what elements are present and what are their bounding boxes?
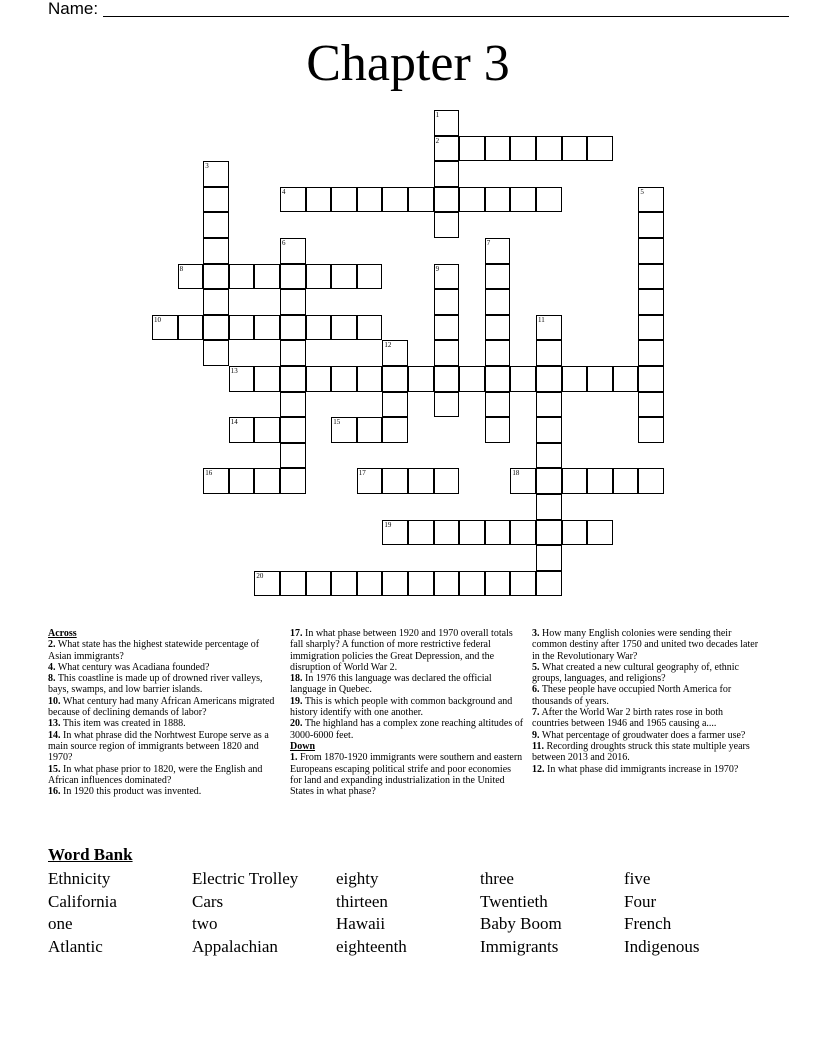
crossword-cell[interactable] <box>510 520 536 546</box>
clue-across-15: 15. In what phase prior to 1820, were the English and African influences dominated? <box>48 763 263 786</box>
crossword-cell[interactable] <box>434 161 460 187</box>
crossword-cell[interactable] <box>434 571 460 597</box>
crossword-cell[interactable] <box>280 238 306 264</box>
crossword-cell[interactable] <box>536 417 562 443</box>
crossword-cell[interactable] <box>536 571 562 597</box>
clue-across-10: 10. What century had many African Americans migrated because of declining demands of labor? <box>48 695 275 719</box>
crossword-cell[interactable] <box>485 264 511 290</box>
cell-number: 4 <box>282 187 286 196</box>
cell-number: 7 <box>486 239 491 247</box>
crossword-cell[interactable] <box>382 520 408 546</box>
crossword-cell[interactable] <box>203 468 229 494</box>
crossword-cell[interactable] <box>178 315 204 341</box>
clue-down-7: 7. After the World War 2 birth rates rose in both countries between 1946 and 1965 causing a.... <box>532 707 724 730</box>
crossword-cell[interactable] <box>254 571 280 597</box>
crossword-cell[interactable] <box>536 315 562 341</box>
crossword-cell[interactable] <box>587 366 613 392</box>
crossword-cell[interactable] <box>638 238 664 264</box>
crossword-cell[interactable] <box>485 238 511 264</box>
word-bank-item: Appalachian <box>192 937 278 957</box>
crossword-cell[interactable] <box>638 315 664 341</box>
clue-across-8: 8. This coastline is made up of drowned river valleys, bays, swamps, and low barrier islands. <box>48 673 263 696</box>
crossword-cell[interactable] <box>382 187 408 213</box>
crossword-cell[interactable] <box>536 468 562 494</box>
clues-column-2 <box>290 628 524 797</box>
word-bank-item: Hawaii <box>336 914 386 934</box>
word-bank-item: one <box>48 914 73 934</box>
clue-down-6: 6. These people have occupied North America for thousands of years. <box>532 684 732 707</box>
crossword-cell[interactable] <box>254 468 280 494</box>
crossword-cell[interactable] <box>485 187 511 213</box>
crossword-cell[interactable] <box>510 366 536 392</box>
word-bank-item: thirteen <box>336 891 388 911</box>
cell-number: 10 <box>154 315 161 324</box>
word-bank-item: two <box>192 914 218 934</box>
down-heading: Down <box>290 740 316 752</box>
word-bank <box>48 868 788 959</box>
crossword-cell[interactable] <box>562 520 588 546</box>
crossword-cell[interactable] <box>357 468 383 494</box>
crossword-cell[interactable] <box>485 315 511 341</box>
crossword-cell[interactable] <box>254 264 280 290</box>
crossword-cell[interactable] <box>152 315 178 341</box>
clue-down-5: 5. What created a new cultural geography of, ethnic groups, languages, and religions? <box>532 661 739 685</box>
crossword-cell[interactable] <box>357 264 383 290</box>
crossword-cell[interactable] <box>562 366 588 392</box>
cell-number: 19 <box>384 520 392 529</box>
crossword-cell[interactable] <box>459 520 485 546</box>
crossword-cell[interactable] <box>485 366 511 392</box>
crossword-cell[interactable] <box>408 468 434 494</box>
crossword-cell[interactable] <box>382 468 408 494</box>
crossword-cell[interactable] <box>587 136 613 162</box>
word-bank-item: Twentieth <box>480 891 548 911</box>
clue-across-4: 4. What century was Acadiana founded? <box>48 661 210 673</box>
crossword-cell[interactable] <box>434 264 460 290</box>
cell-number: 18 <box>512 469 520 478</box>
crossword-cell[interactable] <box>306 366 332 392</box>
crossword-cell[interactable] <box>459 136 485 162</box>
cell-number: 12 <box>384 341 392 350</box>
crossword-cell[interactable] <box>510 136 536 162</box>
cell-number: 11 <box>538 315 545 324</box>
name-label: Name: <box>48 0 99 18</box>
crossword-cell[interactable] <box>536 520 562 546</box>
crossword-cell[interactable] <box>331 366 357 392</box>
crossword-cell[interactable] <box>485 136 511 162</box>
crossword-cell[interactable] <box>382 392 408 418</box>
crossword-cell[interactable] <box>562 468 588 494</box>
cell-number: 3 <box>205 162 209 171</box>
word-bank-item: Immigrants <box>480 937 559 957</box>
crossword-cell[interactable] <box>408 366 434 392</box>
crossword-cell[interactable] <box>434 340 460 366</box>
crossword-cell[interactable] <box>203 315 229 341</box>
crossword-cell[interactable] <box>510 468 536 494</box>
crossword-cell[interactable] <box>306 315 332 341</box>
crossword-cell[interactable] <box>408 520 434 546</box>
cell-number: 17 <box>358 469 366 478</box>
crossword-cell[interactable] <box>203 161 229 187</box>
page-title: Chapter 3 <box>306 35 510 92</box>
clue-across-17: 17. In what phase between 1920 and 1970 overall totals fall sharply? A function of more restrictive federal immigration policies the Great Depression, and the disruption of World War 2. <box>290 628 513 673</box>
crossword-cell[interactable] <box>536 392 562 418</box>
crossword-cell[interactable] <box>254 366 280 392</box>
crossword-cell[interactable] <box>229 366 255 392</box>
crossword-cell[interactable] <box>280 315 306 341</box>
word-bank-item: California <box>48 891 117 911</box>
clue-down-11: 11. Recording droughts struck this state multiple years between 2013 and 2016. <box>532 740 750 764</box>
crossword-cell[interactable] <box>382 340 408 366</box>
crossword-cell[interactable] <box>536 187 562 213</box>
crossword-cell[interactable] <box>485 340 511 366</box>
crossword-cell[interactable] <box>203 187 229 213</box>
across-heading: Across <box>48 628 77 639</box>
crossword-cell[interactable] <box>638 468 664 494</box>
crossword-cell[interactable] <box>434 187 460 213</box>
crossword-cell[interactable] <box>203 289 229 315</box>
crossword-cell[interactable] <box>536 136 562 162</box>
crossword-cell[interactable] <box>434 315 460 341</box>
crossword-cell[interactable] <box>638 392 664 418</box>
crossword-cell[interactable] <box>638 264 664 290</box>
crossword-cell[interactable] <box>306 571 332 597</box>
crossword-cell[interactable] <box>229 315 255 341</box>
word-bank-item: five <box>624 869 651 888</box>
word-bank-item: Ethnicity <box>48 869 111 888</box>
crossword-cell[interactable] <box>203 340 229 366</box>
crossword-cell[interactable] <box>587 468 613 494</box>
word-bank-item: French <box>624 914 672 934</box>
crossword-cell[interactable] <box>613 366 639 392</box>
crossword-cell[interactable] <box>382 417 408 443</box>
crossword-cell[interactable] <box>280 417 306 443</box>
crossword-cell[interactable] <box>357 187 383 213</box>
crossword-cell[interactable] <box>280 264 306 290</box>
crossword-cell[interactable] <box>459 187 485 213</box>
crossword-cell[interactable] <box>638 187 664 213</box>
crossword-cell[interactable] <box>203 212 229 238</box>
crossword-cell[interactable] <box>382 366 408 392</box>
crossword-cell[interactable] <box>638 212 664 238</box>
crossword-cell[interactable] <box>280 289 306 315</box>
crossword-cell[interactable] <box>536 494 562 520</box>
crossword-cell[interactable] <box>306 187 332 213</box>
cell-number: 6 <box>282 239 286 247</box>
clue-across-18: 18. In 1976 this language was declared the official language in Quebec. <box>290 673 492 696</box>
crossword-cell[interactable] <box>587 520 613 546</box>
clues-column-3 <box>532 628 762 775</box>
crossword-cell[interactable] <box>434 366 460 392</box>
crossword-cell[interactable] <box>536 366 562 392</box>
crossword-cell[interactable] <box>280 187 306 213</box>
crossword-cell[interactable] <box>280 571 306 597</box>
clue-across-14: 14. In what phrase did the Norhtwest Europe serve as a main source region of immigrants between 1820 and 1970? <box>48 729 269 764</box>
crossword-cell[interactable] <box>331 417 357 443</box>
crossword-cell[interactable] <box>434 136 460 162</box>
crossword-cell[interactable] <box>331 264 357 290</box>
crossword-cell[interactable] <box>229 417 255 443</box>
clue-down-9: 9. What percentage of groudwater does a farmer use? <box>532 729 746 741</box>
crossword-cell[interactable] <box>638 340 664 366</box>
word-bank-item: Baby Boom <box>480 914 562 934</box>
crossword-cell[interactable] <box>536 443 562 469</box>
cell-number: 16 <box>205 469 213 478</box>
crossword-cell[interactable] <box>536 340 562 366</box>
crossword-cell[interactable] <box>434 289 460 315</box>
crossword-cell[interactable] <box>254 417 280 443</box>
crossword-cell[interactable] <box>331 315 357 341</box>
crossword-cell[interactable] <box>280 392 306 418</box>
cell-number: 5 <box>640 187 644 196</box>
word-bank-item: Four <box>624 891 657 911</box>
crossword-cell[interactable] <box>229 468 255 494</box>
crossword-cell[interactable] <box>562 136 588 162</box>
cell-number: 2 <box>435 136 440 145</box>
crossword-cell[interactable] <box>638 289 664 315</box>
crossword-cell[interactable] <box>280 366 306 392</box>
cell-number: 9 <box>435 264 440 273</box>
word-bank-item: eighty <box>336 869 379 888</box>
crossword-cell[interactable] <box>485 571 511 597</box>
crossword-cell[interactable] <box>280 443 306 469</box>
word-bank-item: Atlantic <box>48 937 103 957</box>
word-bank-title: Word Bank <box>48 845 133 864</box>
crossword-cell[interactable] <box>306 264 332 290</box>
clue-down-3: 3. How many English colonies were sending their common destiny after 1750 and united two decades later in the Revolutionary War? <box>532 628 759 662</box>
crossword-cell[interactable] <box>485 520 511 546</box>
crossword-cell[interactable] <box>382 571 408 597</box>
crossword-cell[interactable] <box>331 187 357 213</box>
crossword-cell[interactable] <box>254 315 280 341</box>
crossword-cell[interactable] <box>434 468 460 494</box>
word-bank-item: Cars <box>192 891 224 911</box>
crossword-cell[interactable] <box>638 366 664 392</box>
clue-across-20: 20. The highland has a complex zone reaching altitudes of 3000-6000 feet. <box>290 718 524 741</box>
cell-number: 14 <box>230 418 238 427</box>
clues-column-1 <box>48 628 278 797</box>
crossword-cell[interactable] <box>357 417 383 443</box>
clue-across-16: 16. In 1920 this product was invented. <box>48 786 202 798</box>
crossword-cell[interactable] <box>357 366 383 392</box>
crossword-cell[interactable] <box>459 366 485 392</box>
crossword-cell[interactable] <box>485 417 511 443</box>
cell-number: 15 <box>333 418 341 427</box>
crossword-cell[interactable] <box>536 545 562 571</box>
cell-number: 20 <box>256 571 264 580</box>
crossword-cell[interactable] <box>203 264 229 290</box>
crossword-cell[interactable] <box>229 264 255 290</box>
word-bank-item: eighteenth <box>336 937 407 957</box>
crossword-cell[interactable] <box>434 392 460 418</box>
crossword-cell[interactable] <box>510 187 536 213</box>
word-bank-item: three <box>480 869 514 888</box>
crossword-cell[interactable] <box>434 212 460 238</box>
crossword-cell[interactable] <box>434 110 460 136</box>
crossword-cell[interactable] <box>357 315 383 341</box>
cell-number: 13 <box>230 367 238 375</box>
clue-down-12: 12. In what phase did immigrants increase in 1970? <box>532 763 739 775</box>
word-bank-item: Indigenous <box>624 937 700 957</box>
crossword-cell[interactable] <box>485 289 511 315</box>
crossword-cell[interactable] <box>331 571 357 597</box>
crossword-cell[interactable] <box>357 571 383 597</box>
cell-number: 8 <box>179 264 184 273</box>
crossword-cell[interactable] <box>280 340 306 366</box>
crossword-cell[interactable] <box>613 468 639 494</box>
crossword-cell[interactable] <box>638 417 664 443</box>
crossword-cell[interactable] <box>203 238 229 264</box>
clue-across-13: 13. This item was created in 1888. <box>48 718 186 730</box>
crossword-cell[interactable] <box>459 571 485 597</box>
clue-across-19: 19. This is which people with common background and history identify with one another. <box>290 695 513 719</box>
crossword-cell[interactable] <box>408 571 434 597</box>
crossword-cell[interactable] <box>280 468 306 494</box>
crossword-cell[interactable] <box>408 187 434 213</box>
clue-down-1: 1. From 1870-1920 immigrants were southern and eastern Europeans escaping political strife and poor economies for land and expanding industrialization in the United States in what phase? <box>290 752 523 798</box>
cell-number: 1 <box>435 111 440 119</box>
crossword-cell[interactable] <box>510 571 536 597</box>
crossword-cell[interactable] <box>434 520 460 546</box>
crossword-cell[interactable] <box>485 392 511 418</box>
clue-across-2: 2. What state has the highest statewide percentage of Asian immigrants? <box>48 639 260 662</box>
crossword-cell[interactable] <box>178 264 204 290</box>
word-bank-item: Electric Trolley <box>192 869 299 888</box>
